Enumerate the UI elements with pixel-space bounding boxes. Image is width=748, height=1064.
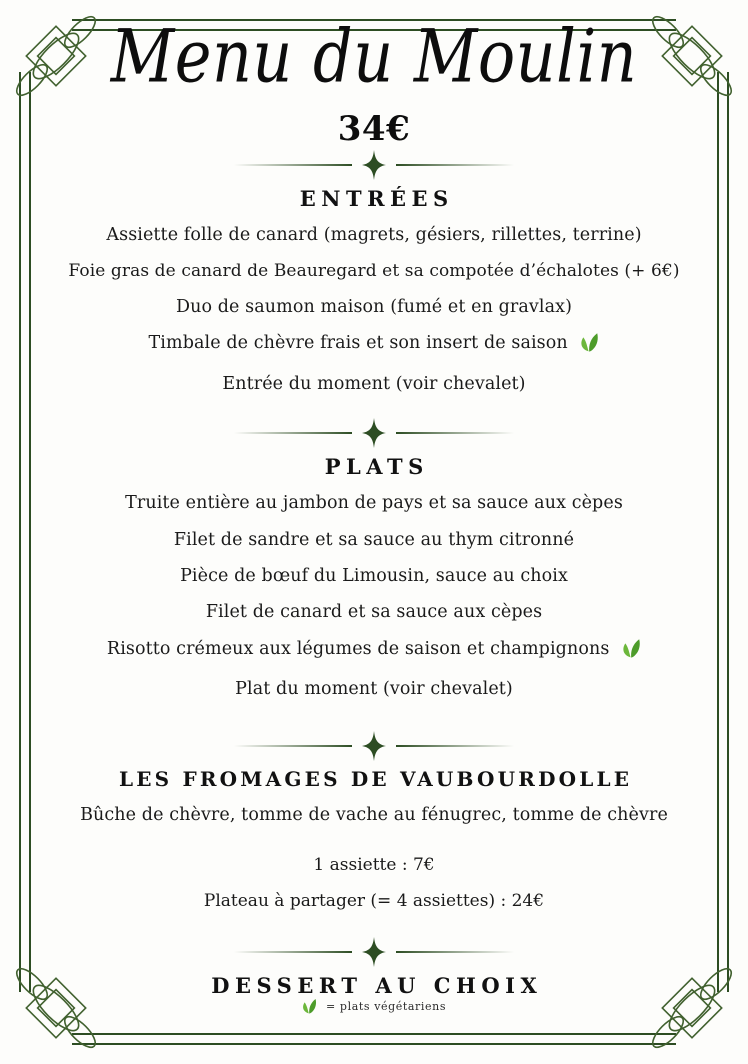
page-title: Menu du Moulin — [110, 13, 638, 100]
divider-rule-right — [396, 164, 514, 166]
menu-item — [44, 677, 704, 702]
menu-item — [44, 528, 704, 553]
leaf-icon — [622, 638, 641, 666]
divider-ornament — [234, 937, 514, 967]
sparkle-icon — [362, 937, 386, 967]
section-title-fromages: LES FROMAGES DE VAUBOURDOLLE — [118, 767, 633, 792]
menu-item-text: Pièce de bœuf du Limousin, sauce au choix — [180, 565, 568, 586]
leaf-icon — [302, 998, 317, 1017]
menu-price: 34€ — [337, 109, 411, 150]
menu-item-text: Filet de sandre et sa sauce au thym citronné — [173, 529, 575, 550]
title-block — [0, 13, 748, 150]
menu-item — [44, 331, 704, 360]
divider-rule-right — [396, 951, 514, 953]
leaf-icon — [580, 332, 599, 360]
divider-rule-right — [396, 745, 514, 747]
cheese-price-single: 1 assiette : 7€ — [313, 854, 435, 875]
menu-item-text: Risotto crémeux aux légumes de saison et champignons — [106, 638, 610, 659]
menu-item-text: Foie gras de canard de Beauregard et sa compotée d’échalotes (+ 6€) — [68, 261, 680, 282]
menu-item-text: Timbale de chèvre frais et son insert de saison — [148, 333, 568, 354]
menu-item-text: Truite entière au jambon de pays et sa sauce aux cèpes — [125, 493, 623, 514]
divider-rule-left — [234, 745, 352, 747]
cheese-price-platter: Plateau à partager (= 4 assiettes) : 24€ — [203, 890, 545, 911]
divider-rule-left — [234, 951, 352, 953]
vegetarian-legend — [0, 998, 748, 1017]
menu-item-text: Entrée du moment (voir chevalet) — [222, 373, 526, 394]
menu-item-text: Filet de canard et sa sauce aux cèpes — [205, 602, 543, 623]
menu-item — [44, 564, 704, 589]
divider-rule-right — [396, 432, 514, 434]
sparkle-icon — [362, 731, 386, 761]
menu-item-text: Duo de saumon maison (fumé et en gravlax) — [175, 297, 573, 318]
cheese-description: Bûche de chèvre, tomme de vache au fénugrec, tomme de chèvre — [80, 805, 668, 826]
sparkle-icon — [362, 150, 386, 180]
legend-text: = plats végétariens — [326, 1000, 447, 1013]
menu-item — [44, 372, 704, 397]
menu-item — [44, 295, 704, 320]
section-title-dessert: DESSERT AU CHOIX — [211, 972, 543, 998]
sparkle-icon — [362, 418, 386, 448]
divider-rule-left — [234, 432, 352, 434]
section-title-entrees: ENTRÉES — [299, 186, 454, 211]
menu-item — [44, 600, 704, 625]
section-title-plats: PLATS — [324, 454, 429, 480]
menu-item — [44, 491, 704, 516]
menu-item-text: Assiette folle de canard (magrets, gésiers, rillettes, terrine) — [106, 225, 642, 245]
divider-ornament — [234, 731, 514, 761]
menu-content — [44, 150, 704, 1010]
menu-item — [44, 223, 704, 248]
menu-item-text: Plat du moment (voir chevalet) — [235, 679, 513, 700]
divider-ornament — [234, 150, 514, 180]
menu-item — [44, 259, 704, 284]
divider-rule-left — [234, 164, 352, 166]
menu-item — [44, 637, 704, 666]
divider-ornament — [234, 418, 514, 448]
